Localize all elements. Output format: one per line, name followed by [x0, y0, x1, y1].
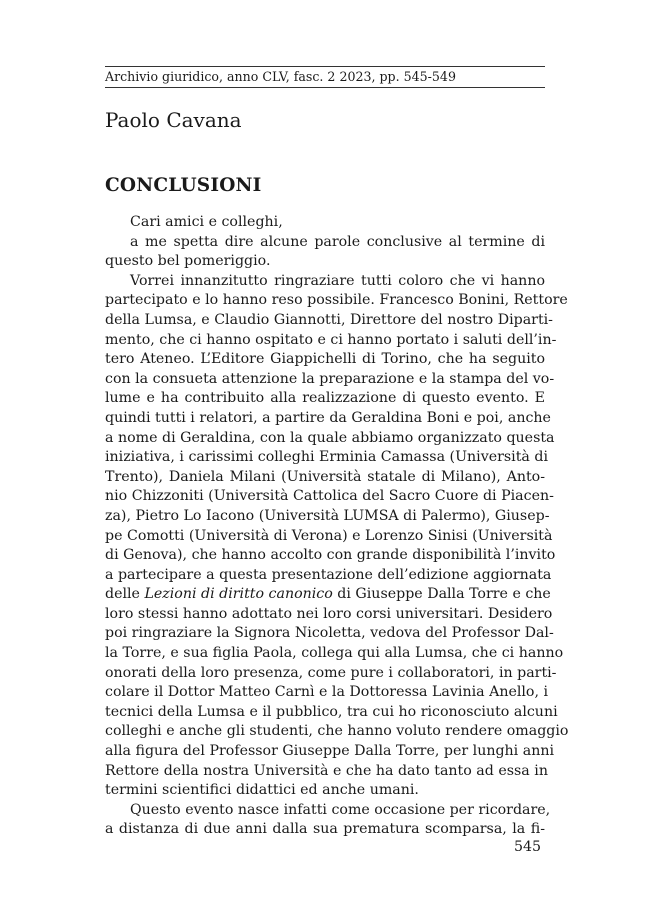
- body-line: Trento), Daniela Milani (Università statale di Milano), Anto-: [105, 468, 545, 485]
- body-line: iniziativa, i carissimi colleghi Erminia Camassa (Università di: [105, 449, 549, 466]
- header-bottom-rule: [105, 87, 545, 88]
- body-line: lume e ha contribuito alla realizzazione di questo evento. E: [105, 390, 545, 407]
- body-line-text: delle: [105, 586, 145, 603]
- body-line: poi ringraziare la Signora Nicoletta, vedova del Professor Dal-: [105, 625, 554, 642]
- body-line: Rettore della nostra Università e che ha dato tanto ad essa in: [105, 762, 548, 779]
- body-line: con la consueta attenzione la preparazione e la stampa del vo-: [105, 370, 555, 387]
- body-line: za), Pietro Lo Iacono (Università LUMSA di Palermo), Giusep-: [105, 507, 550, 524]
- body-line: quindi tutti i relatori, a partire da Geraldina Boni e poi, anche: [105, 409, 551, 426]
- body-line: tero Ateneo. L’Editore Giappichelli di Torino, che ha seguito: [105, 351, 545, 368]
- body-line: Questo evento nasce infatti come occasione per ricordare,: [130, 801, 551, 818]
- author-name: Paolo Cavana: [105, 108, 242, 132]
- body-line: colleghi e anche gli studenti, che hanno voluto rendere omaggio: [105, 723, 569, 740]
- body-line: colare il Dottor Matteo Carnì e la Dottoressa Lavinia Anello, i: [105, 684, 549, 701]
- journal-citation: Archivio giuridico, anno CLV, fasc. 2 2023, pp. 545-549: [105, 69, 456, 84]
- body-line: a distanza di due anni dalla sua prematura scomparsa, la fi-: [105, 821, 545, 838]
- body-line: tecnici della Lumsa e il pubblico, tra cui ho riconosciuto alcuni: [105, 703, 558, 720]
- body-line: nio Chizzoniti (Università Cattolica del Sacro Cuore di Piacen-: [105, 488, 554, 505]
- body-line: mento, che ci hanno ospitato e ci hanno portato i saluti dell’in-: [105, 331, 557, 348]
- body-line: questo bel pomeriggio.: [105, 253, 271, 270]
- body-line: la Torre, e sua figlia Paola, collega qui alla Lumsa, che ci hanno: [105, 645, 564, 662]
- body-line: a me spetta dire alcune parole conclusive al termine di: [130, 233, 545, 250]
- section-heading: CONCLUSIONI: [105, 175, 262, 196]
- body-line: a partecipare a questa presentazione dell’edizione aggiornata: [105, 566, 552, 583]
- body-line: onorati della loro presenza, come pure i collaboratori, in parti-: [105, 664, 557, 681]
- body-line: pe Comotti (Università di Verona) e Lorenzo Sinisi (Università: [105, 527, 553, 544]
- book-title: Lezioni di diritto canonico: [144, 586, 333, 603]
- body-line: di Genova), che hanno accolto con grande disponibilità l’invito: [105, 547, 556, 564]
- page-number: 545: [514, 839, 542, 855]
- body-line: Vorrei innanzitutto ringraziare tutti coloro che vi hanno: [130, 272, 545, 289]
- body-text: [105, 213, 569, 840]
- body-line: [105, 585, 551, 605]
- body-line: loro stessi hanno adottato nei loro corsi universitari. Desidero: [105, 605, 553, 622]
- body-line: partecipato e lo hanno reso possibile. Francesco Bonini, Rettore: [105, 292, 568, 309]
- body-line-text: di Giuseppe Dalla Torre e che: [332, 586, 551, 603]
- header-top-rule: [105, 66, 545, 67]
- body-line: della Lumsa, e Claudio Giannotti, Direttore del nostro Diparti-: [105, 311, 553, 328]
- body-line: Cari amici e colleghi,: [130, 214, 283, 230]
- body-line: a nome di Geraldina, con la quale abbiamo organizzato questa: [105, 429, 555, 446]
- body-line: termini scientifici didattici ed anche umani.: [105, 782, 419, 799]
- body-line: alla figura del Professor Giuseppe Dalla Torre, per lunghi anni: [105, 743, 555, 760]
